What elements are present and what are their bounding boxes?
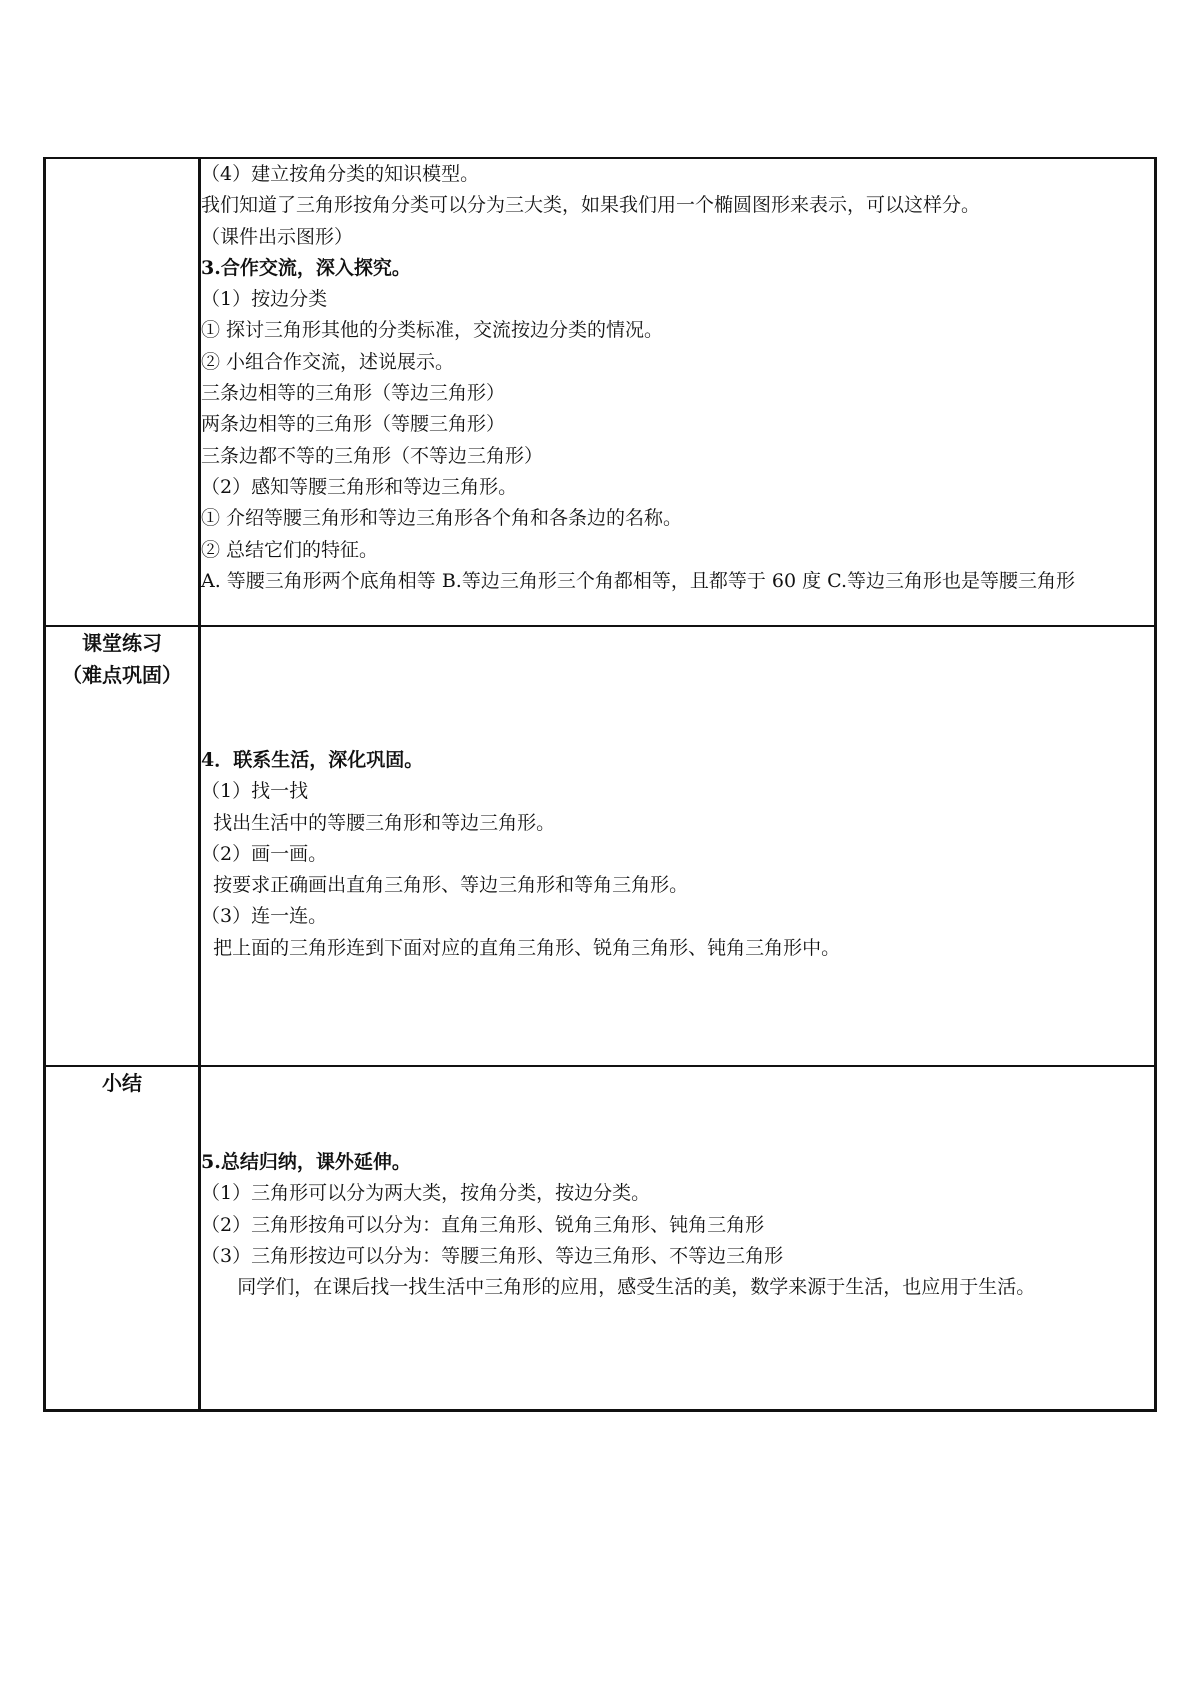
content-line: ① 介绍等腰三角形和等边三角形各个角和各条边的名称。: [201, 507, 683, 530]
content-line: （2）三角形按角可以分为：直角三角形、锐角三角形、钝角三角形: [201, 1213, 765, 1236]
row-label: 小结: [45, 1066, 200, 1411]
content-line: （2）感知等腰三角形和等边三角形。: [201, 475, 518, 498]
table-row-practice: [45, 626, 1156, 1066]
table-row-summary: [45, 1066, 1156, 1411]
content-line: （3）连一连。: [201, 905, 328, 928]
content-line: 两条边相等的三角形（等腰三角形）: [201, 413, 506, 436]
row-label-line: （难点巩固）: [62, 663, 182, 687]
section-heading: 5.总结归纳，课外延伸。: [201, 1151, 411, 1173]
content-line: 三条边都不等的三角形（不等边三角形）: [201, 444, 544, 467]
row-label: [45, 626, 200, 1066]
content-line: （2）画一画。: [201, 842, 328, 865]
content-line: （1）找一找: [201, 780, 309, 803]
row-label-line: 课堂练习: [82, 631, 162, 655]
row-content: [200, 626, 1156, 1066]
row-content: [200, 158, 1156, 626]
row-content: [200, 1066, 1156, 1411]
section-heading: 4．联系生活，深化巩固。: [201, 749, 424, 771]
content-line: （3）三角形按边可以分为：等腰三角形、等边三角形、不等边三角形: [201, 1244, 784, 1267]
content-line: （课件出示图形）: [201, 225, 354, 248]
content-line: （1）按边分类: [201, 288, 328, 311]
content-line: ① 探讨三角形其他的分类标准，交流按边分类的情况。: [201, 319, 664, 342]
lesson-plan-table: [43, 157, 1157, 1412]
content-line: A. 等腰三角形两个底角相等 B.等边三角形三个角都相等，且都等于 60 度 C.等边三角形也是等腰三角形: [201, 569, 1076, 592]
row-label: [45, 158, 200, 626]
content-line: 三条边相等的三角形（等边三角形）: [201, 382, 506, 405]
content-line: ② 总结它们的特征。: [201, 538, 379, 561]
table-row-inquiry: [45, 158, 1156, 626]
section-heading: 3.合作交流，深入探究。: [201, 256, 411, 279]
content-line: 同学们，在课后找一找生活中三角形的应用，感受生活的美，数学来源于生活，也应用于生活。: [201, 1276, 1036, 1299]
lesson-plan-sheet: [43, 157, 1157, 1412]
content-line: ② 小组合作交流，述说展示。: [201, 350, 455, 373]
content-line: 把上面的三角形连到下面对应的直角三角形、锐角三角形、钝角三角形中。: [201, 936, 841, 959]
content-line: （4）建立按角分类的知识模型。: [201, 163, 480, 185]
content-line: 按要求正确画出直角三角形、等边三角形和等角三角形。: [201, 874, 689, 897]
content-line: 找出生活中的等腰三角形和等边三角形。: [201, 811, 556, 834]
content-line: （1）三角形可以分为两大类，按角分类，按边分类。: [201, 1182, 651, 1205]
content-line: 我们知道了三角形按角分类可以分为三大类，如果我们用一个椭圆图形来表示，可以这样分。: [201, 194, 981, 217]
